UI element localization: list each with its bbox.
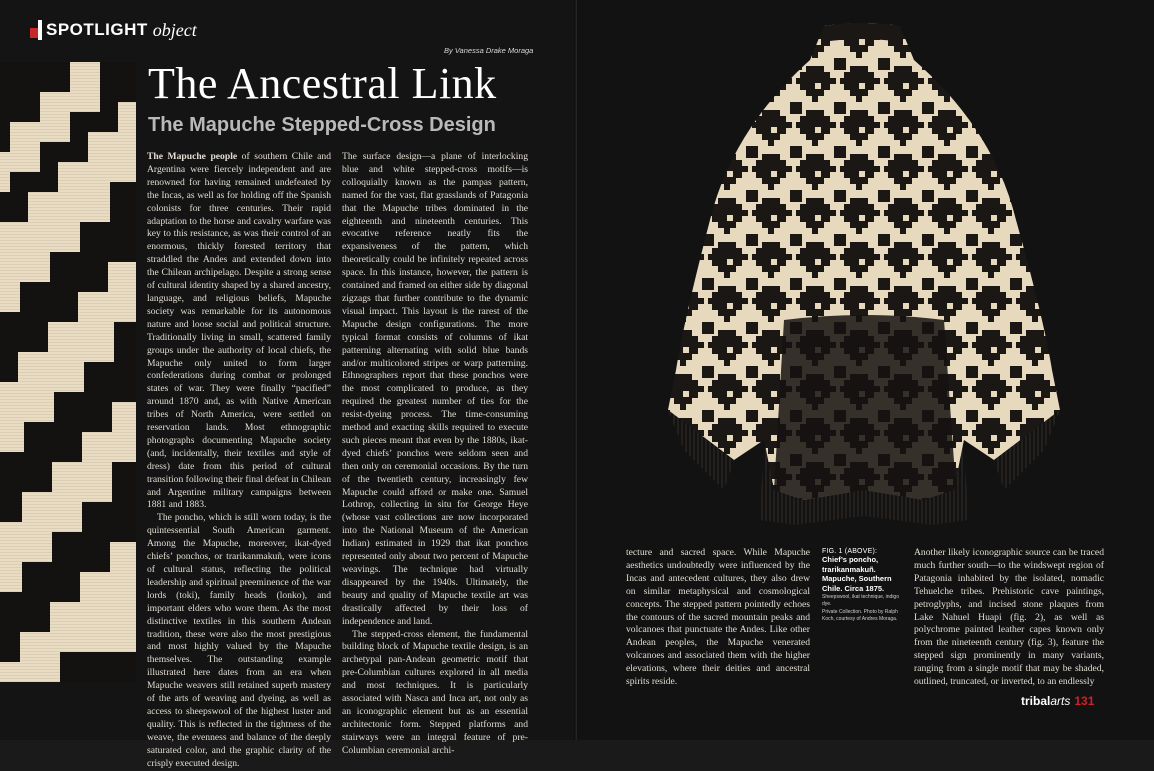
body-column-1 [147, 151, 331, 769]
left-page [0, 0, 577, 769]
body-column-2 [342, 151, 528, 756]
article-title: The Ancestral Link [148, 59, 497, 108]
byline: By Vanessa Drake Moraga [444, 46, 534, 55]
caption-figure-label: FIG. 1 (ABOVE): [822, 548, 878, 555]
col1-paragraph-1: of southern Chile and Argentina were fiercely independent and are renowned for having remained undefeated by the Incas, as well as for holding off the Spanish colonists for three centuries. Their rapid adaptation to the horse and cavalry warfare was key to this resistance, as was their control of an enormous, thickly forested territory that straddled the Andes and extended down into the Chilean archipelago. Despite a strong sense of cultural identity shaped by a shared ancestry, language, and religious beliefs, Mapuche society was remarkable for its autonomous nature and loose social and political structure. Traditionally living in small, scattered family groups under the authority of local chiefs, the Mapuche only united to form larger confederations during combat or prolonged states of war. They were finally “pacified” around 1870 and, as with Native American tribes of North America, were settled on reservation lands. Most ethnographic photographs documenting Mapuche society (and, incidentally, their textiles and style of dress) date from this period of cultural transition following their final defeat in Chilean and Argentine military campaigns between 1881 and 1883. [147, 151, 331, 511]
body-column-4 [914, 547, 1104, 688]
caption-materials: Sheepswool, ikat technique, indigo dye. [822, 594, 899, 607]
caption-title: Chief’s poncho, trarikanmakuñ. Mapuche, Southern Chile. Circa 1875. [822, 555, 892, 593]
kicker-accent [30, 28, 38, 38]
article-subtitle: The Mapuche Stepped-Cross Design [148, 114, 496, 136]
poncho-illustration [664, 20, 1060, 530]
page-folio [1021, 694, 1094, 708]
magazine-name-bold: tribal [1021, 694, 1051, 708]
col2-paragraph-1: The surface design—a plane of interlocking blue and white stepped-cross motifs—is colloquially known as the pampas pattern, named for the vast, flat grasslands of Patagonia that the Mapuche tribes dominated in the eighteenth and nineteenth centuries. This evocative reference neatly fits the expansiveness of the pattern, which theoretically could be infinitely repeated across space. In this instance, however, the pattern is contained and framed on either side by diagonal zigzags that further contribute to the dynamic visual impact. This layout is the rarest of the Mapuche design configurations. The more typical format consists of columns of ikat patterning alternating with solid blue bands and/or multicolored stripes or warp patterning. Ethnographers report that these ponchos were the most complicated to produce, as they required the greatest number of ties for the resist-dyeing process. The time-consuming method and exacting skills required to execute such pieces meant that even by the 1880s, ikat-dyed chiefs’ ponchos were seldom seen and then only on ceremonial occasions. By the turn of the twentieth century, increasingly few Mapuche could afford or make one. Samuel Lothrop, collecting in situ for George Heye (whose vast collections are now incorporated into the National Museum of the American Indian) estimated in 1929 that ikat ponchos represented only about two percent of Mapuche weavings. The technique had virtually disappeared by the 1940s. Ultimately, the beauty and quality of Mapuche textile art was drastically affected by their loss of independence and land. [342, 151, 528, 627]
kicker-sub-label: object [152, 19, 197, 40]
caption-credit: Private Collection. Photo by Ralph Koch, courtesy of Andres Moraga. [822, 609, 898, 622]
col1-paragraph-2: The poncho, which is still worn today, is the quintessential South American garment. Among the Mapuche, moreover, ikat-dyed chiefs’ ponchos, or trarikanmakuñ, were icons of cultural status, reflecting the political leadership and spiritual preeminence of the war lords (toki), family heads (lonko), and important elders who wore them. As the most distinctive textiles in this southern Andean tradition, these were also the most prestigious and most highly valued by the Mapuche themselves. The outstanding example illustrated here dates from an era when Mapuche weavers still retained superb mastery of the arts of weaving and dyeing, as well as access to sheepswool of the highest luster and quality. This is reflected in the tightness of the weave, the evenness and balance of the deeply saturated color, and the graphic clarity of the crisply executed design. [147, 512, 331, 769]
textile-pattern [0, 62, 136, 682]
page-number: 131 [1074, 694, 1095, 708]
col4-paragraph-1: Another likely iconographic source can be traced much further south—to the windswept region of Patagonia inhabited by the isolated, nomadic Tehuelche tribes. Prehistoric cave paintings, petroglyphs, and incised stone plaques from Lake Nahuel Huapi (fig. 2), as well as polychrome painted leather capes known only from the nineteenth century (fig. 3), feature the stepped sign prominently in many variants, ranging from a single motif that may be shaded, outlined, truncated, or inverted, to an endlessly [914, 547, 1104, 688]
col3-paragraph-1: tecture and sacred space. While Mapuche aesthetics undoubtedly were influenced by the Incas and antecedent cultures, they also drew on similar metaphysical and cosmological concepts. The stepped pattern pointedly echoes the contours of the sacred mountain peaks and volcanoes that punctuate the Andes. Like other Andean peoples, the Mapuche venerated volcanoes and associated them with the higher elevations, where their deities and ancestral spirits reside. [626, 547, 810, 688]
section-kicker [30, 20, 197, 40]
col2-paragraph-2: The stepped-cross element, the fundamental building block of Mapuche textile design, is an archetypal pan-Andean geometric motif that pre-Columbian cultures explored in all media and most techniques. It is particularly associated with Nasca and Inca art, not only as an iconographic element but as an essential architectonic form. Stepped platforms and stairways were an integral feature of pre-Columbian ceremonial archi- [342, 628, 528, 756]
kicker-bar [38, 20, 42, 40]
poncho-image [664, 20, 1060, 530]
textile-detail-image [0, 62, 136, 682]
lede-phrase: The Mapuche people [147, 151, 238, 162]
body-column-3 [626, 547, 810, 688]
kicker-label: SPOTLIGHT [46, 20, 148, 39]
magazine-name-italic: arts [1050, 694, 1071, 708]
figure-caption [822, 548, 908, 623]
